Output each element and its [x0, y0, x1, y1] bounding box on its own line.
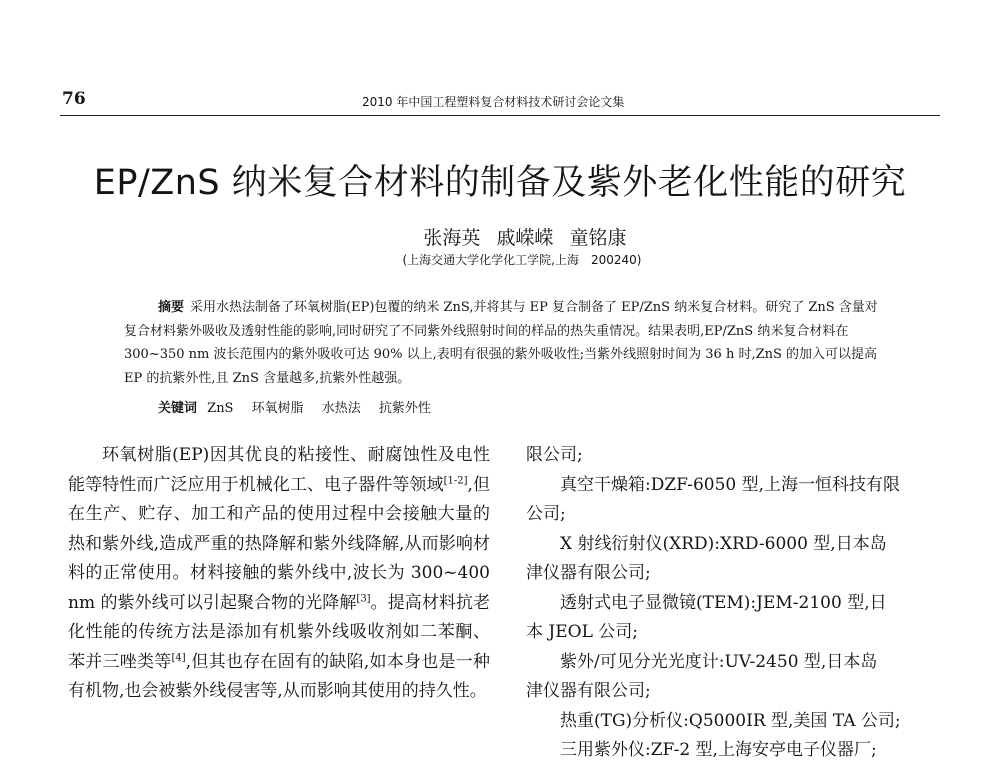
running-title: 2010 年中国工程塑料复合材料技术研讨会论文集	[362, 95, 625, 109]
body-column-right	[526, 441, 942, 766]
author-list	[60, 223, 940, 250]
affiliation: (上海交通大学化学化工学院,上海 200240)	[402, 253, 642, 267]
keywords-label: 关键词	[158, 401, 198, 416]
instrument-line: 津仪器有限公司;	[526, 681, 651, 701]
body-text: 环氧树脂(EP)因其优良的粘接性、耐腐蚀性及电性能等特性而广泛应用于机械化工、电子器件等领域	[68, 445, 490, 495]
paper-title: EP/ZnS 纳米复合材料的制备及紫外老化性能的研究	[93, 163, 907, 203]
intro-paragraph	[68, 441, 490, 707]
body-text: 。提高材料抗老化性能的传统方法是添加有机紫外线吸收剂如二苯酮、苯并三唑类等	[68, 592, 491, 672]
instrument-line: 真空干燥箱:DZF-6050 型,上海一恒科技有限	[560, 474, 901, 495]
abstract-label: 摘要	[158, 300, 185, 315]
instrument-line: 紫外/可见分光光度计:UV-2450 型,日本岛	[560, 651, 878, 672]
instrument-line: 津仪器有限公司;	[526, 563, 651, 583]
abstract	[124, 296, 884, 390]
author-name: 张海英	[423, 227, 481, 249]
instrument-line: 三用紫外仪:ZF-2 型,上海安亭电子仪器厂;	[560, 740, 877, 760]
keyword: 抗紫外性	[378, 401, 431, 416]
body-text: ,但其也存在固有的缺陷,如本身也是一种有机物,也会被紫外线侵害等,从而影响其使用的持久性。	[68, 651, 491, 701]
keywords	[158, 397, 445, 416]
author-name: 戚嵘嵘	[496, 227, 554, 249]
page-number: 76	[62, 89, 86, 109]
instrument-line: 热重(TG)分析仪:Q5000IR 型,美国 TA 公司;	[560, 710, 901, 731]
abstract-text: 采用水热法制备了环氧树脂(EP)包覆的纳米 ZnS,并将其与 EP 复合制备了 EP/ZnS 纳米复合材料。研究了 ZnS 含量对复合材料紫外吸收及透射性能的影响,同时研究了不同紫外线照射时间的样品的热失重情况。结果表明,EP/ZnS 纳米复合材料在 300~350 nm 波长范围内的紫外吸收可达 90% 以上,表明有很强的紫外吸收性;当紫外线照射时间为 36 h 时,ZnS 的加入可以提高 EP 的抗紫外性,且 ZnS 含量越多,抗紫外性越强。	[124, 300, 878, 386]
keyword: ZnS	[207, 401, 234, 416]
citation: [3]	[356, 592, 371, 604]
keyword: 水热法	[321, 401, 361, 416]
instrument-line: X 射线衍射仪(XRD):XRD-6000 型,日本岛	[560, 533, 887, 554]
body-text: ,但在生产、贮存、加工和产品的使用过程中会接触大量的热和紫外线,造成严重的热降解和紫外线降解,从而影响材料的正常使用。材料接触的紫外线中,波长为 300~400 nm 的紫外线可以引起聚合物的光降解	[68, 474, 491, 613]
header-rule	[60, 115, 940, 116]
instrument-line: 本 JEOL 公司;	[526, 622, 638, 642]
citation: [1-2]	[443, 474, 468, 486]
author-name: 童铭康	[569, 227, 627, 249]
instrument-line: 限公司;	[526, 445, 583, 465]
citation: [4]	[171, 651, 186, 663]
body-column-left	[68, 441, 490, 707]
instrument-line: 公司;	[526, 504, 566, 524]
instrument-line: 透射式电子显微镜(TEM):JEM-2100 型,日	[560, 592, 887, 613]
keyword: 环氧树脂	[251, 401, 304, 416]
